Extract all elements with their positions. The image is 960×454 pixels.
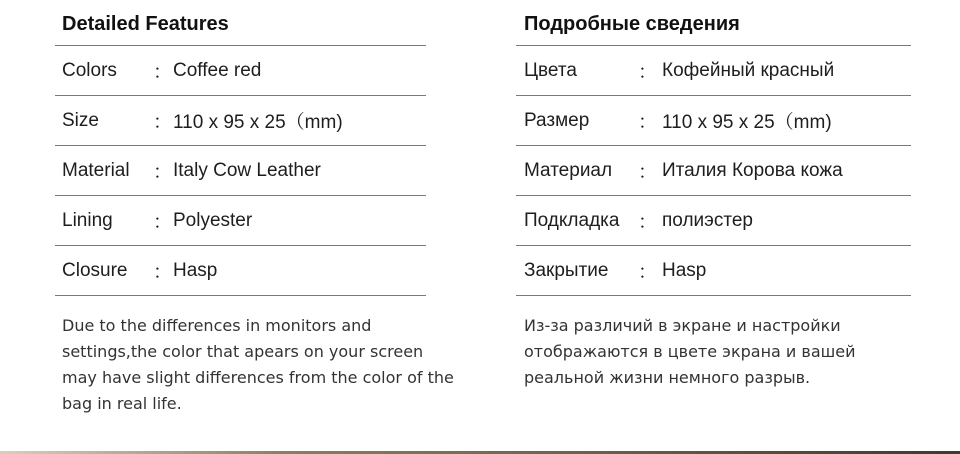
spec-value: Polyester — [173, 209, 253, 231]
color-disclaimer-note: Из-за различий в экране и настройки отображаются в цвете экрана и вашей реальной жизни немного разрыв. — [524, 316, 856, 387]
spec-value: полиэстер — [662, 209, 753, 231]
features-panel-english — [55, 0, 454, 417]
spec-label: Материал — [524, 159, 613, 181]
spec-row-colors — [55, 46, 426, 96]
spec-value: Кофейный красный — [662, 59, 835, 81]
spec-colon: ： — [638, 262, 658, 283]
spec-value: Италия Корова кожа — [662, 159, 843, 181]
spec-colon: ： — [153, 262, 173, 283]
spec-colon: ： — [638, 162, 658, 183]
spec-label: Lining — [62, 209, 113, 231]
spec-colon: ： — [153, 162, 173, 183]
spec-colon: ： — [153, 212, 173, 233]
spec-row-lining — [55, 196, 426, 246]
spec-label: Colors — [62, 59, 117, 81]
spec-row-material — [516, 146, 911, 196]
spec-row-size — [516, 96, 911, 146]
features-heading: Detailed Features — [55, 0, 426, 46]
color-disclaimer-note: Due to the differences in monitors and settings,the color that apears on your screen may have slight differences from the color of the bag in real life. — [62, 316, 454, 413]
features-heading: Подробные сведения — [516, 0, 911, 46]
spec-row-lining — [516, 196, 911, 246]
spec-colon: ： — [153, 62, 173, 83]
spec-label: Размер — [524, 109, 590, 131]
spec-row-closure — [516, 246, 911, 296]
spec-row-material — [55, 146, 426, 196]
spec-colon: ： — [153, 112, 173, 133]
spec-value: Hasp — [662, 259, 707, 281]
spec-label: Material — [62, 159, 130, 181]
spec-value: Italy Cow Leather — [173, 159, 321, 181]
spec-label: Закрытие — [524, 259, 609, 281]
spec-colon: ： — [638, 212, 658, 233]
spec-value: Coffee red — [173, 59, 262, 81]
spec-label: Closure — [62, 259, 128, 281]
spec-label: Size — [62, 109, 99, 131]
spec-row-closure — [55, 246, 426, 296]
spec-colon: ： — [638, 112, 658, 133]
spec-row-size — [55, 96, 426, 146]
spec-label: Подкладка — [524, 209, 620, 231]
spec-value: 110 x 95 x 25（mm) — [173, 112, 343, 133]
features-panel-russian — [516, 0, 911, 391]
spec-row-colors — [516, 46, 911, 96]
spec-colon: ： — [638, 62, 658, 83]
spec-value: 110 x 95 x 25（mm) — [662, 112, 832, 133]
spec-value: Hasp — [173, 259, 218, 281]
spec-label: Цвета — [524, 59, 577, 81]
